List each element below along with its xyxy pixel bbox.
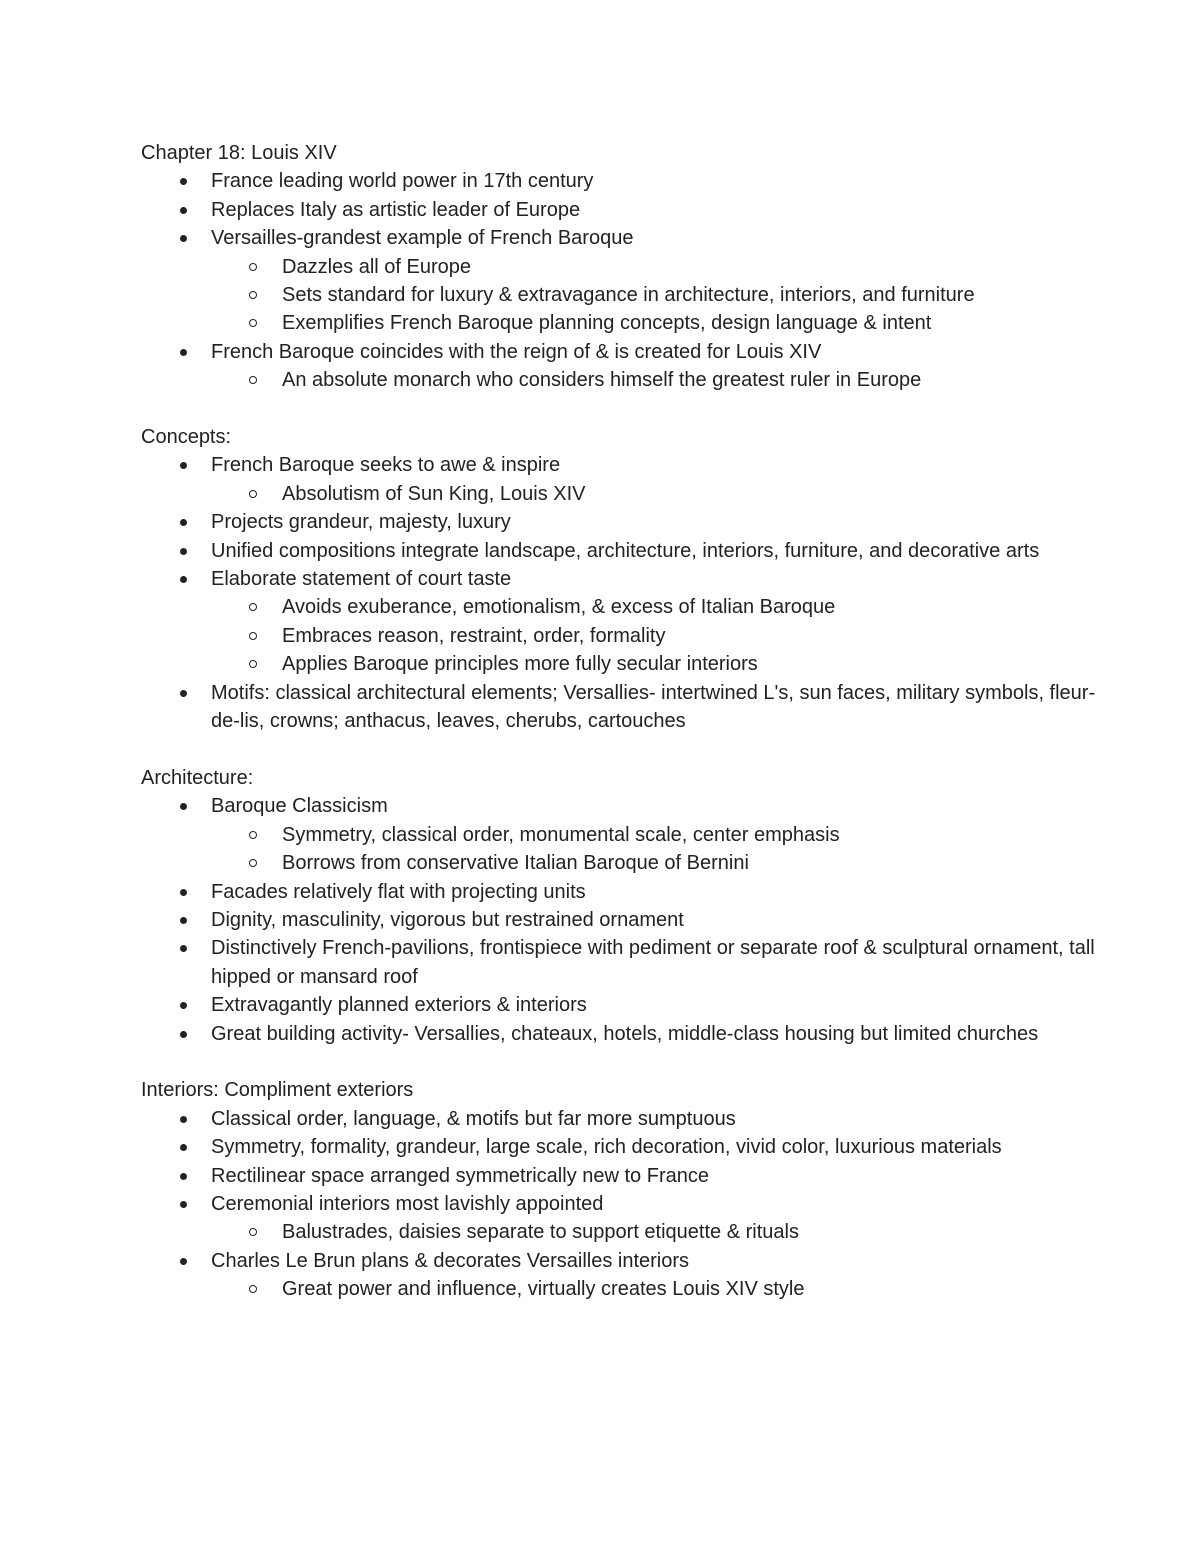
sub-list-item-text: An absolute monarch who considers himself the greatest ruler in Europe xyxy=(282,369,922,392)
section-heading: Chapter 18: Louis XIV xyxy=(141,142,337,164)
bullet-disc-icon xyxy=(180,235,187,242)
sub-list-item xyxy=(211,1218,1101,1246)
list-item xyxy=(141,224,1101,338)
sub-list-item-text: Applies Baroque principles more fully secular interiors xyxy=(282,653,758,676)
sub-bullet-list xyxy=(211,1275,1101,1303)
list-item-text: Replaces Italy as artistic leader of Europe xyxy=(211,198,581,221)
bullet-disc-icon xyxy=(180,462,187,469)
list-item-text: French Baroque seeks to awe & inspire xyxy=(211,454,561,477)
sub-list-item xyxy=(211,309,1101,337)
list-item xyxy=(141,1190,1101,1247)
bullet-circle-icon xyxy=(249,490,257,498)
list-item xyxy=(141,934,1101,991)
sub-list-item-text: Symmetry, classical order, monumental scale, center emphasis xyxy=(282,823,840,846)
bullet-circle-icon xyxy=(249,603,257,611)
list-item xyxy=(141,878,1101,906)
bullet-disc-icon xyxy=(180,1173,187,1180)
bullet-disc-icon xyxy=(180,1116,187,1123)
list-item-text: Baroque Classicism xyxy=(211,795,388,818)
bullet-circle-icon xyxy=(249,632,257,640)
bullet-list xyxy=(141,792,1101,1048)
sub-bullet-list xyxy=(211,366,1101,394)
bullet-disc-icon xyxy=(180,917,187,924)
sub-bullet-list xyxy=(211,1218,1101,1246)
list-item-text: Extravagantly planned exteriors & interiors xyxy=(211,994,587,1017)
list-item-text: Motifs: classical architectural elements; Versallies- intertwined L's, sun faces, military symbols, fleur-de-lis, crowns; anthacus, leaves, cherubs, cartouches xyxy=(211,681,1096,733)
list-item xyxy=(141,991,1101,1019)
list-item xyxy=(141,906,1101,934)
bullet-circle-icon xyxy=(249,1228,257,1236)
sub-list-item-text: Balustrades, daisies separate to support etiquette & rituals xyxy=(282,1221,799,1244)
list-item-text: Symmetry, formality, grandeur, large scale, rich decoration, vivid color, luxurious materials xyxy=(211,1136,1002,1159)
list-item-text: French Baroque coincides with the reign of & is created for Louis XIV xyxy=(211,340,822,363)
sub-list-item xyxy=(211,650,1101,678)
bullet-disc-icon xyxy=(180,178,187,185)
sub-bullet-list xyxy=(211,480,1101,508)
list-item xyxy=(141,167,1101,195)
list-item xyxy=(141,508,1101,536)
list-item xyxy=(141,1133,1101,1161)
list-item-text: Facades relatively flat with projecting units xyxy=(211,880,586,903)
bullet-circle-icon xyxy=(249,263,257,271)
bullet-circle-icon xyxy=(249,376,257,384)
bullet-list xyxy=(141,451,1101,735)
sub-list-item xyxy=(211,1275,1101,1303)
list-item-text: Distinctively French-pavilions, frontispiece with pediment or separate roof & sculptural ornament, tall hipped or mansard roof xyxy=(211,937,1095,988)
sub-bullet-list xyxy=(211,593,1101,678)
list-item xyxy=(141,537,1101,565)
list-item-text: Elaborate statement of court taste xyxy=(211,568,512,591)
list-item xyxy=(141,338,1101,395)
list-item xyxy=(141,1105,1101,1133)
sub-bullet-list xyxy=(211,253,1101,338)
bullet-disc-icon xyxy=(180,1002,187,1009)
sub-list-item xyxy=(211,593,1101,621)
bullet-disc-icon xyxy=(180,576,187,583)
bullet-disc-icon xyxy=(180,690,187,697)
bullet-disc-icon xyxy=(180,1031,187,1038)
bullet-circle-icon xyxy=(249,859,257,867)
list-item-text: France leading world power in 17th century xyxy=(211,170,594,193)
list-item xyxy=(141,451,1101,508)
list-item-text: Classical order, language, & motifs but far more sumptuous xyxy=(211,1107,736,1130)
sub-list-item-text: Exemplifies French Baroque planning concepts, design language & intent xyxy=(282,312,932,335)
sub-list-item-text: Absolutism of Sun King, Louis XIV xyxy=(282,482,586,505)
bullet-disc-icon xyxy=(180,548,187,555)
bullet-disc-icon xyxy=(180,803,187,810)
sub-list-item xyxy=(211,480,1101,508)
sub-list-item xyxy=(211,366,1101,394)
bullet-disc-icon xyxy=(180,1258,187,1265)
bullet-disc-icon xyxy=(180,1201,187,1208)
section xyxy=(141,764,1101,1048)
list-item-text: Projects grandeur, majesty, luxury xyxy=(211,511,511,534)
sub-list-item xyxy=(211,253,1101,281)
list-item-text: Dignity, masculinity, vigorous but restrained ornament xyxy=(211,908,684,931)
bullet-disc-icon xyxy=(180,349,187,356)
list-item-text: Ceremonial interiors most lavishly appointed xyxy=(211,1192,604,1215)
list-item-text: Great building activity- Versallies, chateaux, hotels, middle-class housing but limited churches xyxy=(211,1022,1039,1045)
bullet-list xyxy=(141,167,1101,394)
sub-list-item-text: Sets standard for luxury & extravagance in architecture, interiors, and furniture xyxy=(282,284,975,307)
sub-list-item xyxy=(211,281,1101,309)
bullet-disc-icon xyxy=(180,1144,187,1151)
list-item-text: Versailles-grandest example of French Baroque xyxy=(211,227,634,250)
bullet-circle-icon xyxy=(249,291,257,299)
bullet-disc-icon xyxy=(180,207,187,214)
list-item xyxy=(141,1162,1101,1190)
bullet-circle-icon xyxy=(249,831,257,839)
bullet-circle-icon xyxy=(249,1285,257,1293)
document-body xyxy=(141,139,1101,1304)
section-heading: Architecture: xyxy=(141,766,254,789)
section xyxy=(141,139,1101,395)
sub-list-item-text: Borrows from conservative Italian Baroque of Bernini xyxy=(282,852,749,875)
list-item-text: Charles Le Brun plans & decorates Versailles interiors xyxy=(211,1249,690,1272)
sub-list-item xyxy=(211,622,1101,650)
section xyxy=(141,1076,1101,1303)
sub-list-item-text: Great power and influence, virtually creates Louis XIV style xyxy=(282,1278,805,1301)
sub-list-item-text: Dazzles all of Europe xyxy=(282,255,471,278)
list-item-text: Rectilinear space arranged symmetrically new to France xyxy=(211,1164,709,1187)
section-heading: Interiors: Compliment exteriors xyxy=(141,1079,414,1102)
sub-list-item-text: Embraces reason, restraint, order, formality xyxy=(282,624,666,647)
list-item xyxy=(141,565,1101,679)
section xyxy=(141,423,1101,735)
bullet-circle-icon xyxy=(249,660,257,668)
bullet-circle-icon xyxy=(249,319,257,327)
list-item xyxy=(141,679,1101,736)
list-item xyxy=(141,792,1101,877)
list-item xyxy=(141,1247,1101,1304)
bullet-list xyxy=(141,1105,1101,1304)
list-item xyxy=(141,1020,1101,1048)
bullet-disc-icon xyxy=(180,889,187,896)
bullet-disc-icon xyxy=(180,945,187,952)
sub-list-item xyxy=(211,849,1101,877)
bullet-disc-icon xyxy=(180,519,187,526)
sub-list-item-text: Avoids exuberance, emotionalism, & excess of Italian Baroque xyxy=(282,596,836,619)
sub-bullet-list xyxy=(211,821,1101,878)
section-heading: Concepts: xyxy=(141,426,232,449)
list-item xyxy=(141,196,1101,224)
list-item-text: Unified compositions integrate landscape, architecture, interiors, furniture, and decorative arts xyxy=(211,539,1040,562)
sub-list-item xyxy=(211,821,1101,849)
